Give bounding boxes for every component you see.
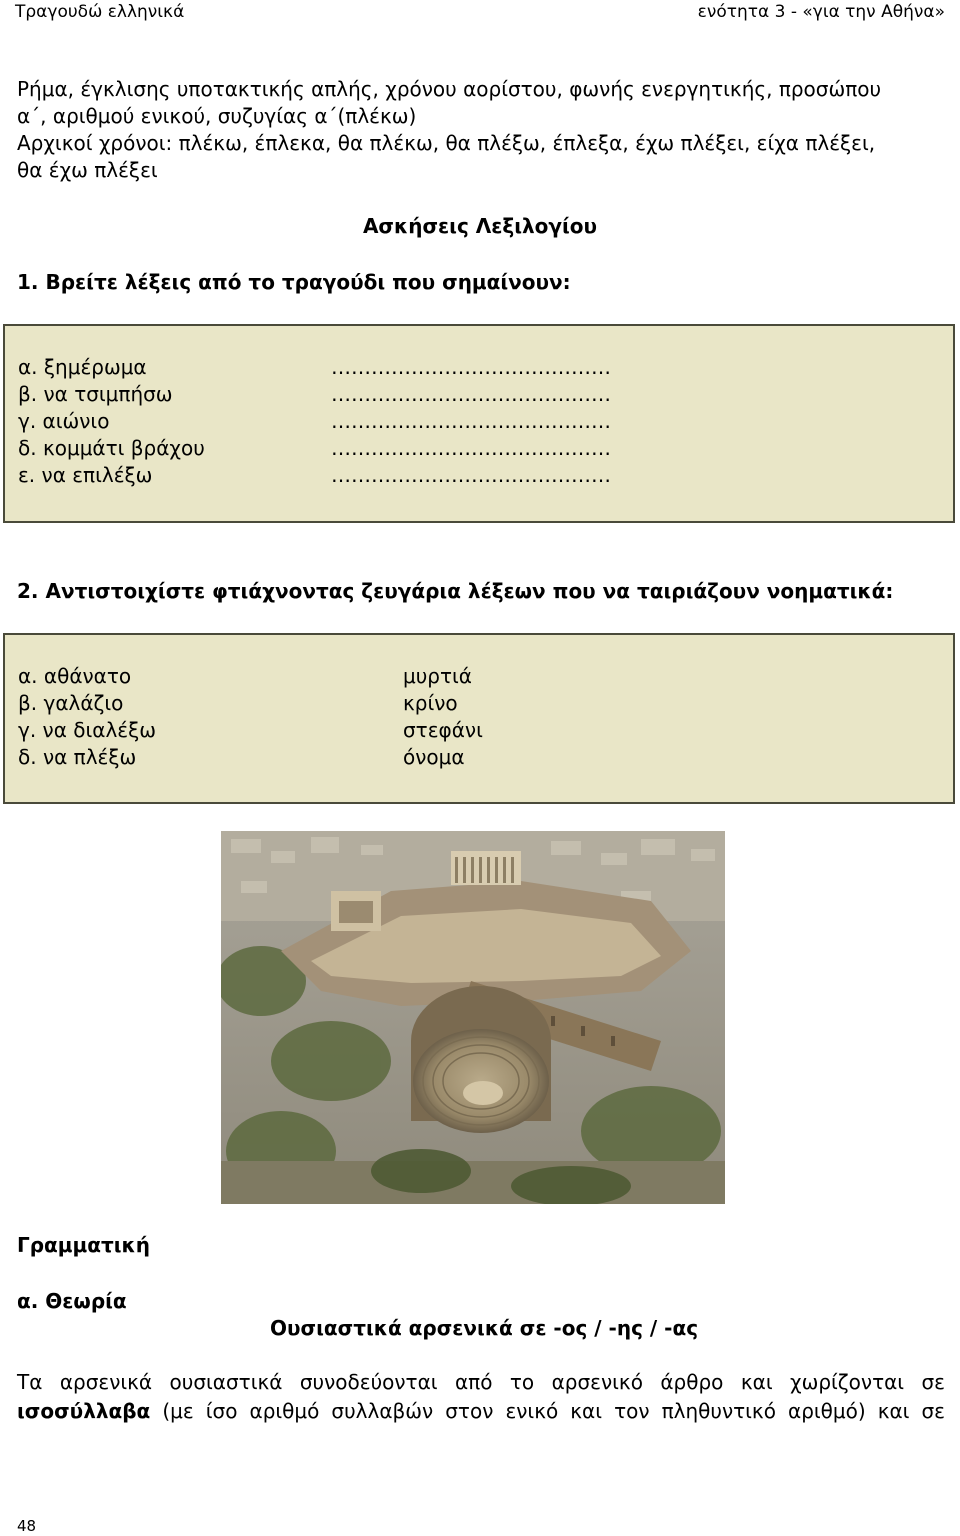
exercise1-item	[18, 462, 611, 489]
section-title: Ασκήσεις Λεξιλογίου	[362, 214, 598, 238]
exercise2-right-word: στεφάνι	[403, 718, 483, 742]
answer-blank[interactable]: ……………………………………	[331, 382, 611, 406]
answer-blank[interactable]: ……………………………………	[331, 436, 611, 460]
exercise1-item-label: α. ξημέρωμα	[18, 355, 147, 379]
grammar-note-line: Ρήμα, έγκλισης υποτακτικής απλής, χρόνου αορίστου, φωνής ενεργητικής, προσώπου	[17, 77, 882, 101]
exercise2-row	[18, 744, 465, 771]
theory-label: α. Θεωρία	[17, 1289, 127, 1313]
grammar-subtitle: Ουσιαστικά αρσενικά σε -ος / -ης / -ας	[270, 1316, 699, 1340]
exercise2-right-word: όνομα	[403, 745, 465, 769]
grammar-body-line	[17, 1397, 945, 1426]
exercise1-question: 1. Βρείτε λέξεις από το τραγούδι που σημαίνουν:	[17, 270, 571, 294]
keyword-isosyllaba: ισοσύλλαβα	[17, 1399, 151, 1423]
header-right-unit: ενότητα 3 - «για την Αθήνα»	[697, 2, 945, 22]
exercise1-item-label: ε. να επιλέξω	[18, 463, 153, 487]
grammar-body	[17, 1368, 945, 1426]
exercise2-left-word: α. αθάνατο	[18, 664, 132, 688]
grammar-note	[17, 76, 944, 184]
exercise2-left-word: γ. να διαλέξω	[18, 718, 156, 742]
grammar-note-line: θα έχω πλέξει	[17, 158, 158, 182]
exercise1-box	[3, 324, 955, 523]
exercise2-row	[18, 717, 483, 744]
exercise1-item	[18, 381, 611, 408]
exercise1-item-label: δ. κομμάτι βράχου	[18, 436, 205, 460]
answer-blank[interactable]: ……………………………………	[331, 409, 611, 433]
exercise1-item	[18, 354, 611, 381]
exercise2-right-word: κρίνο	[403, 691, 458, 715]
grammar-note-line: α΄, αριθμού ενικού, συζυγίας α΄(πλέκω)	[17, 104, 417, 128]
grammar-note-line: Αρχικοί χρόνοι: πλέκω, έπλεκα, θα πλέκω, θα πλέξω, έπλεξα, έχω πλέξει, είχα πλέξει,	[17, 131, 876, 155]
answer-blank[interactable]: ……………………………………	[331, 463, 611, 487]
grammar-body-line: Τα αρσενικά ουσιαστικά συνοδεύονται από το αρσενικό άρθρο και χωρίζονται σε	[17, 1370, 945, 1394]
exercise2-row	[18, 663, 472, 690]
exercise2-row	[18, 690, 458, 717]
header-left-title: Τραγουδώ ελληνικά	[15, 2, 185, 22]
grammar-title: Γραμματική	[17, 1233, 150, 1257]
exercise1-item	[18, 408, 611, 435]
exercise1-item-label: β. να τσιμπήσω	[18, 382, 173, 406]
exercise2-question: 2. Αντιστοιχίστε φτιάχνοντας ζευγάρια λέξεων που να ταιριάζουν νοηματικά:	[17, 579, 894, 603]
page-number: 48	[17, 1517, 37, 1535]
exercise1-item-label: γ. αιώνιο	[18, 409, 110, 433]
exercise2-left-word: δ. να πλέξω	[18, 745, 137, 769]
exercise2-left-word: β. γαλάζιο	[18, 691, 124, 715]
exercise2-right-word: μυρτιά	[403, 664, 472, 688]
exercise2-box	[3, 633, 955, 804]
answer-blank[interactable]: ……………………………………	[331, 355, 611, 379]
acropolis-aerial-photo	[221, 831, 725, 1204]
grammar-body-line-rest: (με ίσο αριθμό συλλαβών στον ενικό και τον πληθυντικό αριθμό) και σε	[150, 1399, 945, 1423]
exercise1-item	[18, 435, 611, 462]
